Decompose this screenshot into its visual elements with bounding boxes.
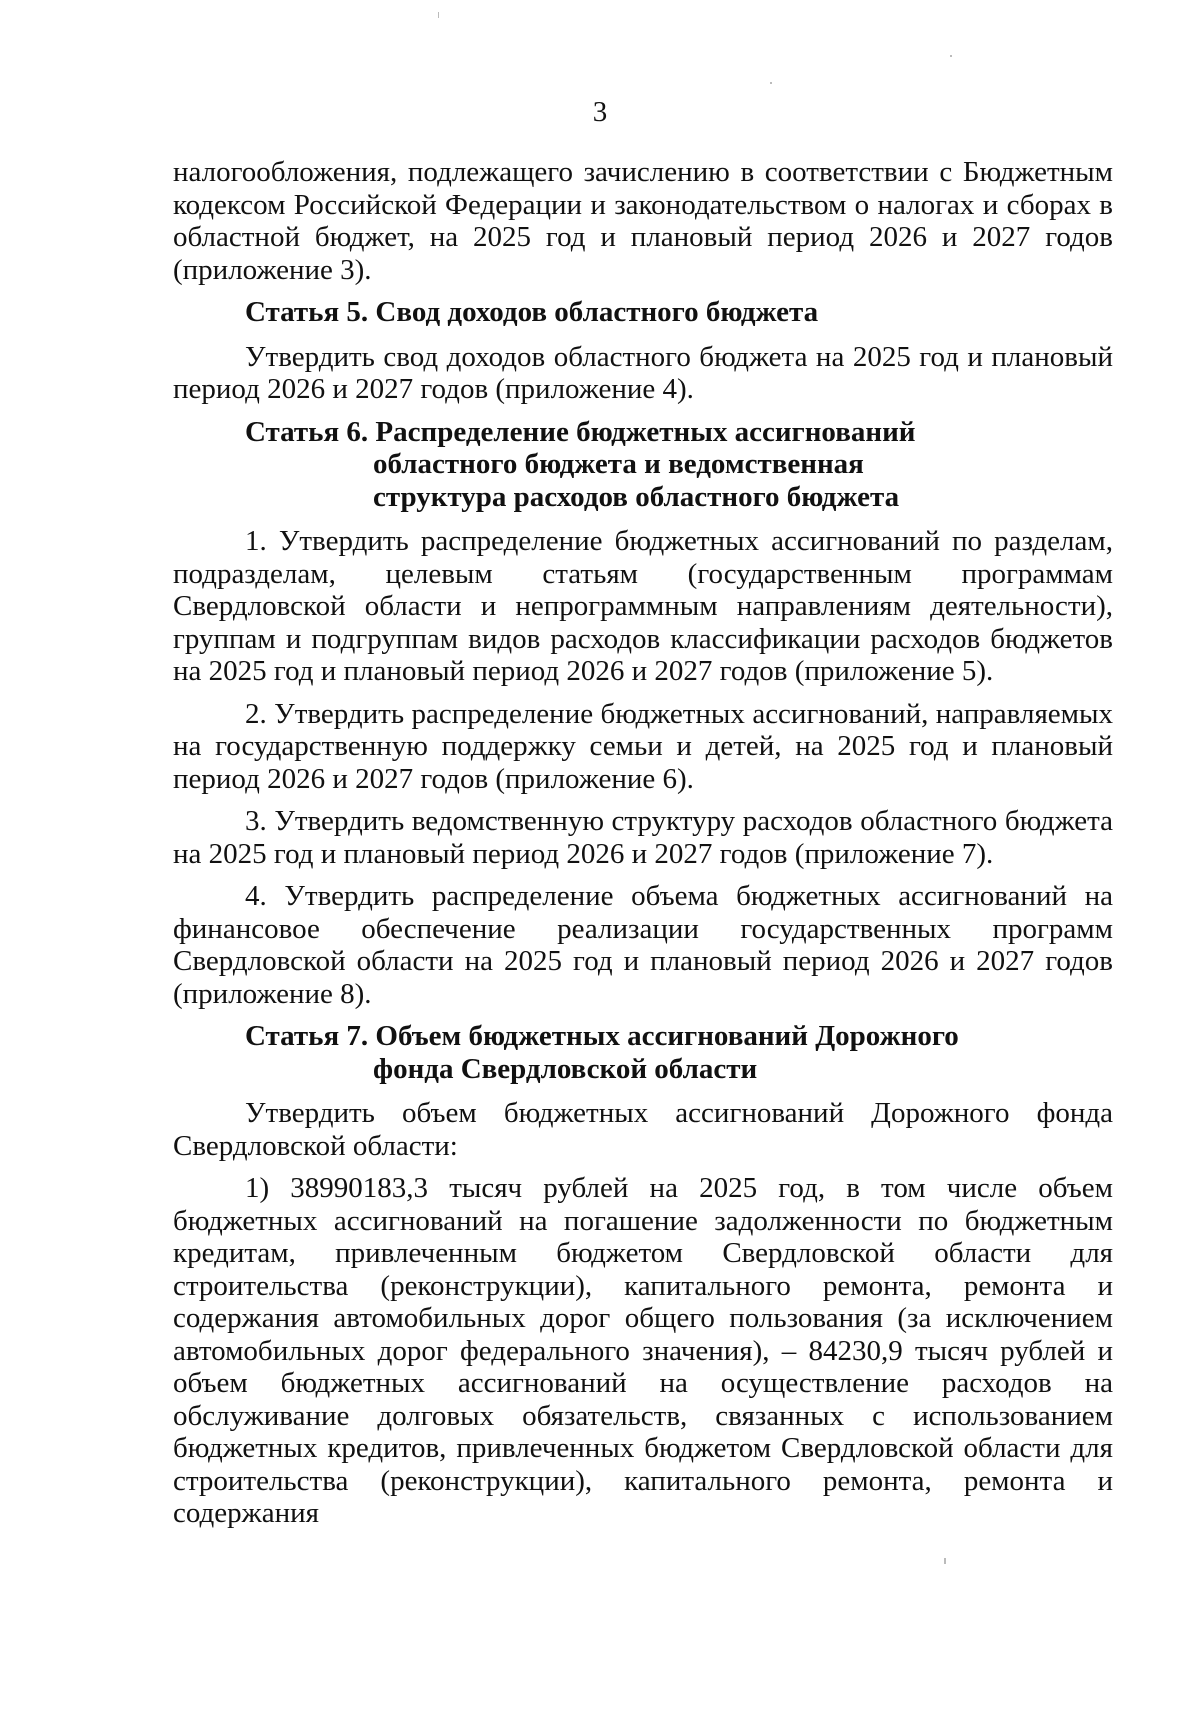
paragraph: 3. Утвердить ведомственную структуру расходов областного бюджета на 2025 год и плановый период 2026 и 2027 годов (приложение 7). xyxy=(173,805,1113,870)
scan-speck xyxy=(944,1558,946,1564)
page-number: 3 xyxy=(592,96,608,128)
heading-line: Статья 6. Распределение бюджетных ассигнований xyxy=(245,415,916,448)
document-body xyxy=(173,156,1113,1540)
heading-line: структура расходов областного бюджета xyxy=(373,480,900,513)
paragraph: налогообложения, подлежащего зачислению в соответствии с Бюджетным кодексом Российской Федерации и законодательством о налогах и сборах в областной бюджет, на 2025 год и плановый период 2026 и 2027 годов (приложение 3). xyxy=(173,156,1113,286)
scan-speck xyxy=(438,12,439,18)
heading-line: фонда Свердловской области xyxy=(373,1052,758,1085)
heading-line: областного бюджета и ведомственная xyxy=(373,448,864,480)
paragraph: 4. Утвердить распределение объема бюджетных ассигнований на финансовое обеспечение реализации государственных программ Свердловской области на 2025 год и плановый период 2026 и 2027 годов (приложение 8). xyxy=(173,880,1113,1010)
paragraph: Утвердить объем бюджетных ассигнований Дорожного фонда Свердловской области: xyxy=(173,1097,1113,1162)
paragraph: Утвердить свод доходов областного бюджета на 2025 год и плановый период 2026 и 2027 годов (приложение 4). xyxy=(173,340,1113,405)
article-heading xyxy=(173,296,1113,329)
heading-line: Статья 7. Объем бюджетных ассигнований Дорожного xyxy=(245,1020,959,1052)
heading-line: Статья 5. Свод доходов областного бюджета xyxy=(245,296,819,328)
article-heading xyxy=(173,1020,1113,1085)
article-heading xyxy=(173,416,1113,514)
paragraph: 1) 38990183,3 тысяч рублей на 2025 год, в том числе объем бюджетных ассигнований на погашение задолженности по бюджетным кредитам, привлеченным бюджетом Свердловской области для строительства (реконструкции), капитального ремонта, ремонта и содержания автомобильных дорог общего пользования (за исключением автомобильных дорог федерального значения), – 84230,9 тысяч рублей и объем бюджетных ассигнований на осуществление расходов на обслуживание долговых обязательств, связанных с использованием бюджетных кредитов, привлеченных бюджетом Свердловской области для строительства (реконструкции), капитального ремонта, ремонта и содержания xyxy=(173,1172,1113,1529)
paragraph: 1. Утвердить распределение бюджетных ассигнований по разделам, подразделам, целевым статьям (государственным программам Свердловской области и непрограммным направлениям деятельности), группам и подгруппам видов расходов классификации расходов бюджетов на 2025 год и плановый период 2026 и 2027 годов (приложение 5). xyxy=(173,525,1113,687)
scan-speck xyxy=(950,55,952,57)
scan-speck xyxy=(770,82,772,84)
paragraph: 2. Утвердить распределение бюджетных ассигнований, направляемых на государственную поддержку семьи и детей, на 2025 год и плановый период 2026 и 2027 годов (приложение 6). xyxy=(173,697,1113,795)
